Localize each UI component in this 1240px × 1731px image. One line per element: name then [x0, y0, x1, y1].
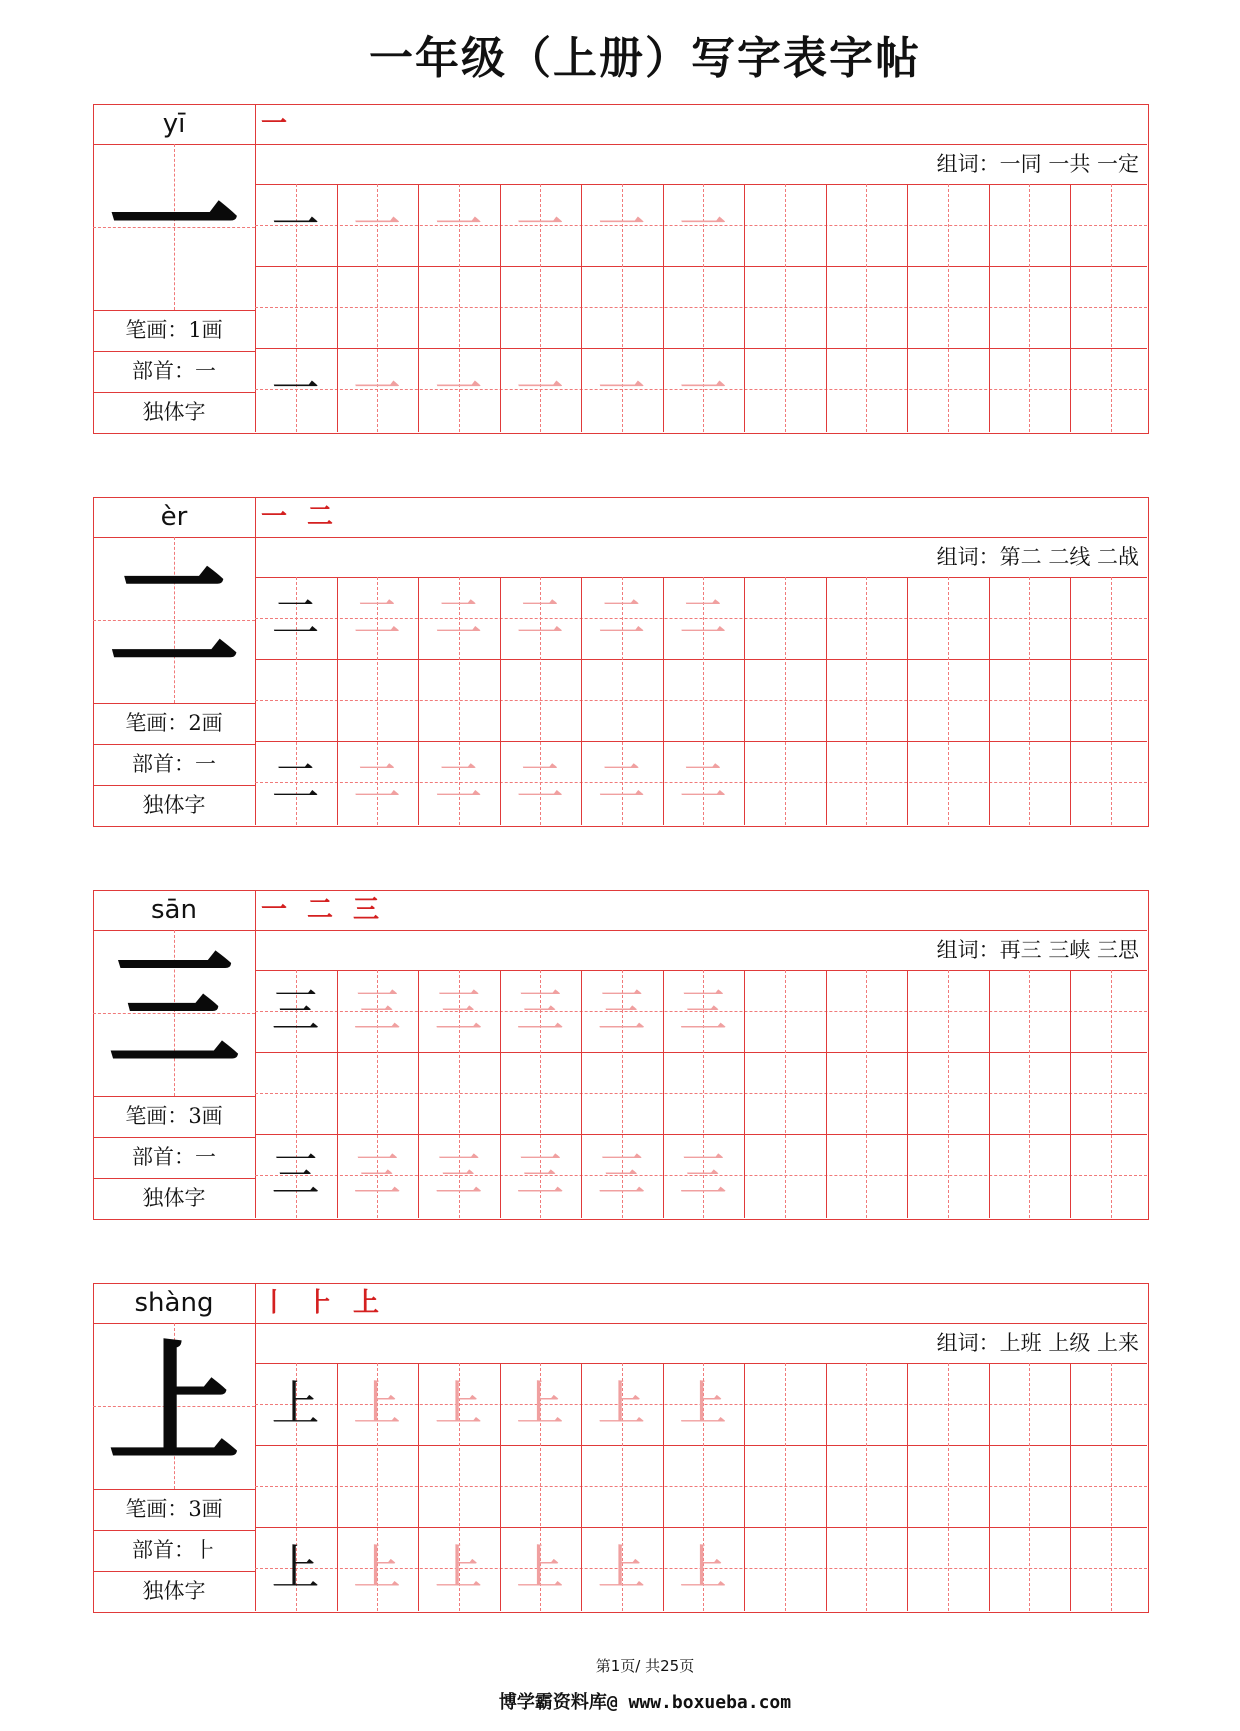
stroke-step: 上 — [353, 1288, 380, 1318]
pinyin: yī — [162, 109, 186, 139]
practice-model-char: 二 — [271, 754, 320, 810]
grid-line — [1070, 1363, 1071, 1611]
radical: 部首：一 — [132, 1145, 216, 1169]
model-character: 上 — [108, 1328, 240, 1482]
practice-trace-char: 二 — [597, 754, 646, 810]
practice-trace-char: 二 — [434, 754, 483, 810]
practice-trace-char: 二 — [434, 590, 483, 646]
grid-line — [1070, 184, 1071, 432]
stroke-order — [261, 104, 307, 144]
guide-line — [948, 1363, 949, 1611]
practice-trace-char: 上 — [434, 1376, 483, 1432]
practice-model-char: 二 — [271, 590, 320, 646]
practice-trace-char: 上 — [352, 1540, 401, 1596]
practice-trace-char: 三 — [352, 1147, 401, 1203]
grid-line — [255, 1445, 1147, 1446]
guide-line — [255, 307, 1147, 308]
guide-line — [948, 970, 949, 1218]
practice-trace-char: 二 — [597, 590, 646, 646]
radical: 部首：一 — [132, 752, 216, 776]
structure: 独体字 — [142, 1186, 206, 1210]
stroke-count: 笔画：2画 — [125, 711, 223, 735]
guide-line — [785, 1363, 786, 1611]
grid-line — [744, 577, 745, 825]
guide-line — [948, 577, 949, 825]
character-block — [93, 1283, 1149, 1613]
guide-line — [866, 970, 867, 1218]
grid-line — [989, 1363, 990, 1611]
stroke-step: 二 — [307, 895, 334, 925]
practice-trace-char: 二 — [678, 590, 727, 646]
stroke-step: 一 — [261, 109, 288, 139]
site-watermark: 博学霸资料库@ www.boxueba.com — [498, 1692, 792, 1713]
stroke-count: 笔画：3画 — [125, 1104, 223, 1128]
stroke-order — [261, 1283, 399, 1323]
grid-line — [1070, 970, 1071, 1218]
practice-trace-char: 上 — [434, 1540, 483, 1596]
guide-line — [866, 1363, 867, 1611]
word-examples: 组词：一同 一共 一定 — [936, 152, 1139, 176]
character-block — [93, 890, 1149, 1220]
grid-line — [989, 577, 990, 825]
practice-trace-char: 三 — [597, 1147, 646, 1203]
stroke-count: 笔画：1画 — [125, 318, 223, 342]
guide-line — [1111, 970, 1112, 1218]
practice-trace-char: 三 — [515, 1147, 564, 1203]
practice-trace-char: 二 — [352, 590, 401, 646]
grid-line — [907, 970, 908, 1218]
structure: 独体字 — [142, 1579, 206, 1603]
practice-model-char: 一 — [271, 361, 320, 417]
grid-line — [744, 970, 745, 1218]
practice-trace-char: 上 — [597, 1376, 646, 1432]
grid-line — [826, 184, 827, 432]
guide-line — [255, 1093, 1147, 1094]
stroke-order — [261, 497, 353, 537]
practice-trace-char: 一 — [352, 361, 401, 417]
model-character: 一 — [108, 149, 240, 303]
practice-model-char: 上 — [271, 1376, 320, 1432]
pinyin: shàng — [134, 1288, 214, 1318]
practice-trace-char: 上 — [515, 1376, 564, 1432]
grid-line — [989, 970, 990, 1218]
guide-line — [866, 577, 867, 825]
grid-line — [907, 184, 908, 432]
guide-line — [1029, 970, 1030, 1218]
grid-line — [989, 184, 990, 432]
word-examples: 组词：第二 二线 二战 — [936, 545, 1139, 569]
guide-line — [785, 577, 786, 825]
grid-line — [826, 1363, 827, 1611]
practice-trace-char: 一 — [434, 361, 483, 417]
practice-trace-char: 三 — [352, 983, 401, 1039]
character-block — [93, 497, 1149, 827]
stroke-order — [261, 890, 399, 930]
practice-trace-char: 一 — [515, 361, 564, 417]
stroke-step: 二 — [307, 502, 334, 532]
guide-line — [1029, 184, 1030, 432]
practice-trace-char: 一 — [597, 361, 646, 417]
stroke-step: 三 — [353, 895, 380, 925]
practice-trace-char: 三 — [597, 983, 646, 1039]
stroke-step: 一 — [261, 502, 288, 532]
page-number: 第1页/ 共25页 — [595, 1657, 695, 1675]
structure: 独体字 — [142, 793, 206, 817]
practice-trace-char: 三 — [678, 983, 727, 1039]
grid-line — [255, 266, 1147, 267]
practice-trace-char: 一 — [434, 197, 483, 253]
practice-trace-char: 三 — [434, 1147, 483, 1203]
practice-trace-char: 一 — [597, 197, 646, 253]
grid-line — [826, 970, 827, 1218]
practice-trace-char: 一 — [678, 197, 727, 253]
grid-line — [1070, 577, 1071, 825]
guide-line — [1029, 1363, 1030, 1611]
guide-line — [866, 184, 867, 432]
stroke-step: ⺊ — [307, 1288, 334, 1318]
practice-trace-char: 上 — [678, 1540, 727, 1596]
pinyin: sān — [151, 895, 197, 925]
word-examples: 组词：再三 三峡 三思 — [936, 938, 1139, 962]
practice-trace-char: 一 — [515, 197, 564, 253]
guide-line — [948, 184, 949, 432]
stroke-count: 笔画：3画 — [125, 1497, 223, 1521]
radical: 部首：⺊ — [132, 1538, 216, 1562]
practice-trace-char: 二 — [515, 754, 564, 810]
guide-line — [255, 1486, 1147, 1487]
grid-line — [744, 1363, 745, 1611]
practice-trace-char: 二 — [678, 754, 727, 810]
character-block — [93, 104, 1149, 434]
guide-line — [785, 970, 786, 1218]
model-character: 二 — [108, 542, 240, 696]
model-character: 三 — [108, 935, 240, 1089]
practice-trace-char: 三 — [515, 983, 564, 1039]
practice-model-char: 三 — [271, 983, 320, 1039]
guide-line — [1111, 184, 1112, 432]
practice-trace-char: 三 — [678, 1147, 727, 1203]
pinyin: èr — [160, 502, 188, 532]
stroke-step: 一 — [261, 895, 288, 925]
page-title: 一年级（上册）写字表字帖 — [369, 33, 921, 84]
practice-model-char: 一 — [271, 197, 320, 253]
practice-trace-char: 上 — [597, 1540, 646, 1596]
grid-line — [907, 577, 908, 825]
guide-line — [1111, 1363, 1112, 1611]
grid-line — [744, 184, 745, 432]
practice-model-char: 三 — [271, 1147, 320, 1203]
guide-line — [255, 700, 1147, 701]
radical: 部首：一 — [132, 359, 216, 383]
structure: 独体字 — [142, 400, 206, 424]
practice-trace-char: 三 — [434, 983, 483, 1039]
practice-trace-char: 一 — [352, 197, 401, 253]
practice-model-char: 上 — [271, 1540, 320, 1596]
grid-line — [255, 659, 1147, 660]
stroke-step: 丨 — [261, 1288, 288, 1318]
grid-line — [826, 577, 827, 825]
practice-trace-char: 一 — [678, 361, 727, 417]
practice-trace-char: 二 — [352, 754, 401, 810]
practice-trace-char: 二 — [515, 590, 564, 646]
guide-line — [1029, 577, 1030, 825]
practice-trace-char: 上 — [678, 1376, 727, 1432]
grid-line — [255, 1052, 1147, 1053]
guide-line — [1111, 577, 1112, 825]
guide-line — [785, 184, 786, 432]
practice-trace-char: 上 — [515, 1540, 564, 1596]
practice-trace-char: 上 — [352, 1376, 401, 1432]
grid-line — [907, 1363, 908, 1611]
word-examples: 组词：上班 上级 上来 — [936, 1331, 1139, 1355]
